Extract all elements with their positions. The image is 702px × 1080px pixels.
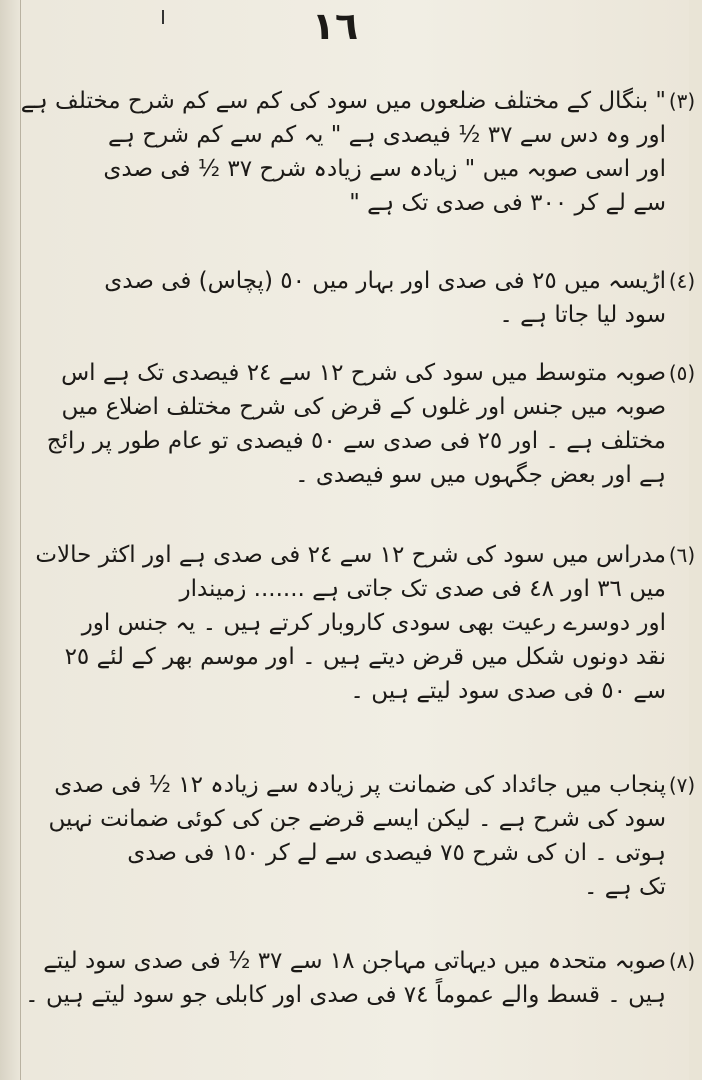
text-line: مختلف ہے ۔ اور ٢٥ فی صدی سے ٥٠ فیصدی تو عام طور پر رائج	[46, 428, 666, 454]
paragraph-number: (٣)	[668, 89, 696, 113]
text-line: اڑیسہ میں ٢٥ فی صدی اور بہار میں ٥٠ (پچاس) فی صدی	[104, 268, 666, 294]
text-line: میں ٣٦ اور ٤٨ فی صدی تک جاتی ہے ....... زمیندار	[179, 576, 666, 602]
text-line: سود کی شرح ہے ۔ لیکن ایسے قرضے جن کی کوئی ضمانت نہیں	[48, 806, 666, 832]
paragraph-number: (٥)	[668, 361, 696, 385]
text-line: " بنگال کے مختلف ضلعوں میں سود کی کم سے کم شرح مختلف ہے	[20, 88, 666, 114]
text-line: سے ٥٠ فی صدی سود لیتے ہیں ۔	[350, 678, 666, 704]
paragraph-5	[34, 356, 696, 492]
text-line: مدراس میں سود کی شرح ١٢ سے ٢٤ فی صدی ہے اور اکثر حالات	[35, 542, 666, 568]
text-line: صوبہ متوسط میں سود کی شرح ١٢ سے ٢٤ فیصدی تک ہے اس	[61, 360, 666, 386]
paragraph-number: (٤)	[668, 269, 696, 293]
text-line: ہوتی ۔ ان کی شرح ٧٥ فیصدی سے لے کر ١٥٠ فی صدی	[127, 840, 666, 866]
text-line: نقد دونوں شکل میں قرض دیتے ہیں ۔ اور موسم بھر کے لئے ٢٥	[64, 644, 666, 670]
text-line: صوبہ میں جنس اور غلوں کے قرض کی شرح مختلف اضلاع میں	[61, 394, 666, 420]
page-number: ١٦	[311, 4, 359, 48]
text-line: اور اسی صوبہ میں " زیادہ سے زیادہ شرح ٣٧ ½ فی صدی	[103, 156, 666, 182]
paragraph-number: (٧)	[668, 773, 696, 797]
paragraph-4	[34, 264, 696, 332]
paragraph-3	[20, 84, 696, 220]
text-line: سود لیا جاتا ہے ۔	[499, 302, 666, 328]
text-line: ہیں ۔ قسط والے عموماً ٧٤ فی صدی اور کابلی جو سود لیتے ہیں ۔	[25, 982, 666, 1008]
binding-gutter	[20, 0, 21, 1080]
paragraph-8	[25, 944, 696, 1012]
text-line: صوبہ متحدہ میں دیہاتی مہاجن ١٨ سے ٣٧ ½ فی صدی سود لیتے	[43, 948, 666, 974]
text-line: ہے اور بعض جگہوں میں سو فیصدی ۔	[295, 462, 666, 488]
paragraph-number: (٦)	[668, 543, 696, 567]
paragraph-6	[34, 538, 696, 708]
paragraph-7	[34, 768, 696, 904]
text-line: پنجاب میں جائداد کی ضمانت پر زیادہ سے زیادہ ١٢ ½ فی صدی	[54, 772, 666, 798]
text-line: سے لے کر ٣٠٠ فی صدی تک ہے "	[349, 190, 666, 216]
ink-mark	[162, 10, 164, 24]
text-line: تک ہے ۔	[583, 874, 666, 900]
text-line: اور وہ دس سے ٣٧ ½ فیصدی ہے " یہ کم سے کم شرح ہے	[107, 122, 666, 148]
paragraph-number: (٨)	[668, 949, 696, 973]
text-line: اور دوسرے رعیت بھی سودی کاروبار کرتے ہیں ۔ یہ جنس اور	[81, 610, 666, 636]
